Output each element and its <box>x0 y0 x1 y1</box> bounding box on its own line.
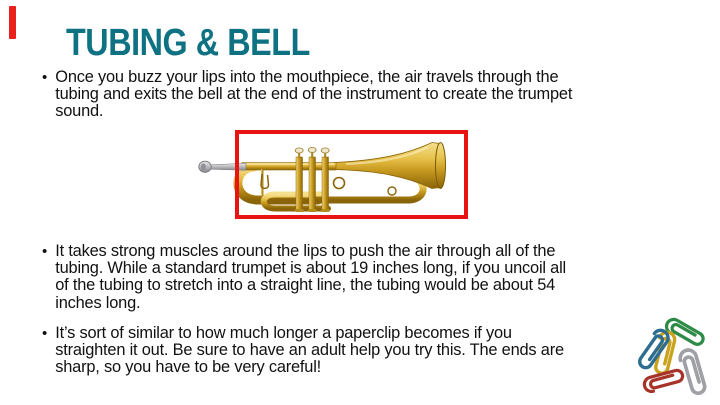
bullet-text-3: It’s sort of similar to how much longer a paperclip becomes if you straighten it out. Be sure to have an adult help you try this. The ends are sharp, so you have to be very careful! <box>55 324 564 377</box>
bullet-text-2: It takes strong muscles around the lips to push the air through all of the tubing. While a standard trumpet is about 19 inches long, if you uncoil all of the tubing to stretch into a straight line, the tubing would be about 54 inches long. <box>55 242 566 312</box>
trumpet-mouthpiece-cup <box>201 163 206 170</box>
bullet-item-3 <box>42 325 564 377</box>
trumpet-image-frame <box>235 130 468 219</box>
bullet-item-1 <box>42 69 572 121</box>
red-marker-bar <box>9 6 16 39</box>
paperclip-red <box>643 369 685 393</box>
bullet-text-1: Once you buzz your lips into the mouthpiece, the air travels through the tubing and exits the bell at the end of the instrument to create the trumpet sound. <box>55 68 573 121</box>
bullet-marker: • <box>42 69 48 86</box>
paperclips-image <box>630 312 712 402</box>
bullet-marker: • <box>42 243 48 260</box>
bullet-marker: • <box>42 325 48 342</box>
page-title: TUBING & BELL <box>66 22 310 64</box>
bullet-item-2 <box>42 243 566 312</box>
